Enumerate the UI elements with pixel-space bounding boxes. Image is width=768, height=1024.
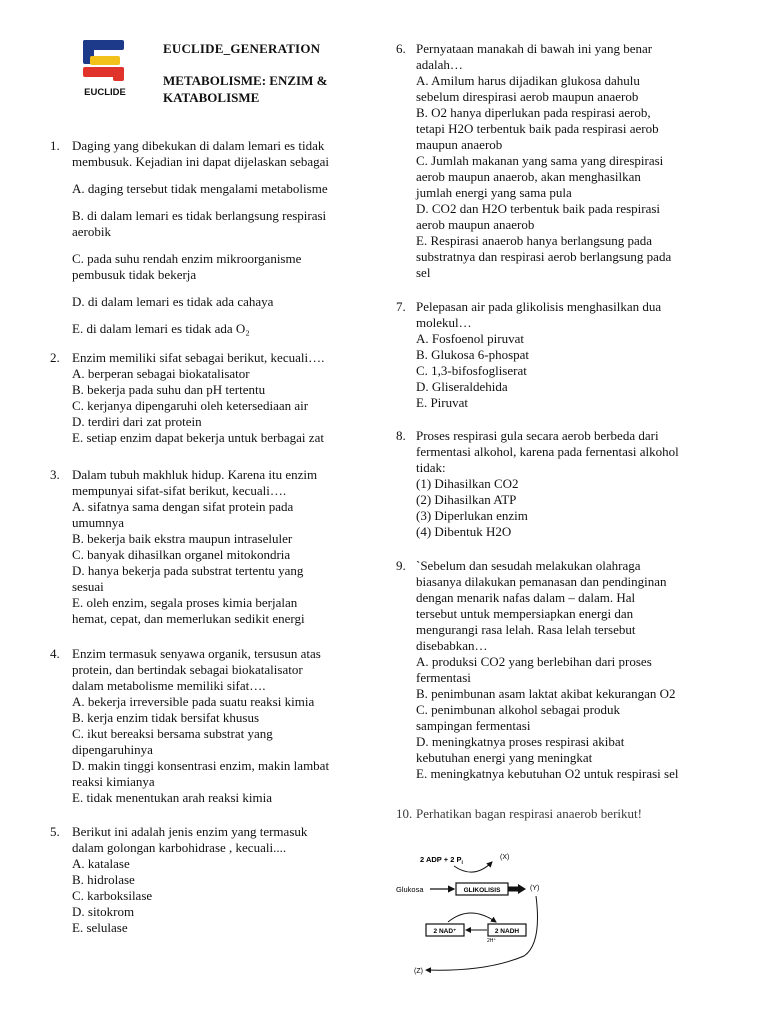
question-line: kebutuhan energi yang meningkat (416, 750, 593, 765)
logo-text: EUCLIDE (84, 87, 126, 98)
answer-option[interactable]: A. katalase (72, 856, 130, 871)
question-line: Perhatikan bagan respirasi anaerob berikut! (416, 806, 642, 821)
answer-option[interactable]: E. meningkatnya kebutuhan O2 untuk respirasi sel (416, 766, 679, 781)
diagram-glikolisis-label: GLIKOLISIS (463, 887, 501, 894)
diagram-x-label: (X) (500, 854, 510, 861)
answer-option[interactable]: C. karboksilase (72, 888, 153, 903)
answer-option[interactable]: C. 1,3-bifosfogliserat (416, 363, 527, 378)
diagram-y-label: (Y) (530, 885, 540, 892)
question-number: 9. (396, 558, 406, 573)
answer-option[interactable]: D. CO2 dan H2O terbentuk baik pada respirasi (416, 201, 661, 216)
question-line: mempunyai sifat-sifat berikut, kecuali…. (72, 483, 287, 498)
question-line: molekul… (416, 315, 472, 330)
answer-option-text: aerobik (72, 224, 111, 239)
question-line: dalam golongan karbohidrase , kecuali.... (72, 840, 287, 855)
question-line: Pelepasan air pada glikolisis menghasilkan dua (416, 299, 662, 314)
answer-option[interactable]: B. O2 hanya diperlukan pada respirasi aerob, (416, 105, 651, 120)
question-line: adalah… (416, 57, 463, 72)
question-number: 3. (50, 467, 60, 482)
answer-option-text: C. pada suhu rendah enzim mikroorganisme (72, 251, 302, 266)
question-line: sampingan fermentasi (416, 718, 531, 733)
answer-option[interactable]: A. Amilum harus dijadikan glukosa dahulu (416, 73, 640, 88)
question-line: Dalam tubuh makhluk hidup. Karena itu enzim (72, 467, 318, 482)
question-line: substratnya dan respirasi aerob berlangsung pada (416, 249, 672, 264)
answer-option[interactable]: B. bekerja baik ekstra maupun intraseluler (72, 531, 293, 546)
question-line: biasanya dilakukan pemanasan dan pendinginan (416, 574, 667, 589)
question-4 (50, 646, 370, 806)
answer-option[interactable]: E. tidak menentukan arah reaksi kimia (72, 790, 272, 805)
answer-option[interactable]: C. Jumlah makanan yang sama yang direspirasi (416, 153, 664, 168)
answer-option[interactable] (72, 181, 370, 197)
question-5 (50, 824, 370, 936)
answer-option[interactable]: (4) Dibentuk H2O (416, 524, 512, 539)
question-2 (50, 350, 370, 446)
answer-option[interactable]: E. Piruvat (416, 395, 468, 410)
diagram-glukosa-label: Glukosa (396, 885, 424, 894)
question-3 (50, 467, 370, 627)
answer-option[interactable]: A. produksi CO2 yang berlebihan dari proses (416, 654, 652, 669)
question-line: Daging yang dibekukan di dalam lemari es tidak (72, 138, 325, 153)
answer-option-text: B. di dalam lemari es tidak berlangsung respirasi (72, 208, 327, 223)
answer-option[interactable]: D. hanya bekerja pada substrat tertentu yang (72, 563, 304, 578)
euclide-logo (80, 40, 130, 98)
brand-title: EUCLIDE_GENERATION (163, 41, 321, 56)
answer-option[interactable]: A. sifatnya sama dengan sifat protein pada (72, 499, 294, 514)
answer-option[interactable]: A. Fosfoenol piruvat (416, 331, 524, 346)
document-title-line2: KATABOLISME (163, 90, 260, 105)
question-line: umumnya (72, 515, 124, 530)
answer-option[interactable] (72, 208, 370, 240)
answer-option[interactable] (72, 294, 370, 310)
diagram-h-label: 2H⁺ (487, 938, 497, 944)
diagram-adp-label: 2 ADP + 2 $P_i$ (420, 855, 463, 866)
question-line: hemat, cepat, dan memerlukan sedikit energi (72, 611, 305, 626)
question-number: 2. (50, 350, 60, 365)
answer-option[interactable]: D. makin tinggi konsentrasi enzim, makin lambat (72, 758, 330, 773)
answer-option[interactable]: B. hidrolase (72, 872, 135, 887)
question-line: protein, dan bertindak sebagai biokatalisator (72, 662, 303, 677)
question-line: sesuai (72, 579, 104, 594)
document-title (163, 72, 327, 106)
answer-option[interactable]: A. bekerja irreversible pada suatu reaksi kimia (72, 694, 315, 709)
question-line: dipengaruhinya (72, 742, 153, 757)
answer-option[interactable]: D. meningkatnya proses respirasi akibat (416, 734, 625, 749)
answer-option-text: pembusuk tidak bekerja (72, 267, 197, 282)
question-number: 4. (50, 646, 60, 661)
question-line: aerob maupun anaerob (416, 217, 535, 232)
answer-option[interactable]: (1) Dihasilkan CO2 (416, 476, 519, 491)
question-line: sebelum direspirasi aerob maupun anaerob (416, 89, 639, 104)
answer-option[interactable]: D. terdiri dari zat protein (72, 414, 202, 429)
question-line: tetapi H2O terbentuk baik pada respirasi aerob (416, 121, 659, 136)
question-8 (396, 428, 736, 540)
question-number: 7. (396, 299, 406, 314)
answer-option[interactable]: D. Gliseraldehida (416, 379, 508, 394)
answer-option[interactable] (72, 251, 370, 283)
question-1 (50, 138, 370, 337)
question-line: tersebut untuk mempersiapkan energi dan (416, 606, 634, 621)
question-line: Proses respirasi gula secara aerob berbeda dari (416, 428, 659, 443)
answer-option[interactable]: E. selulase (72, 920, 128, 935)
answer-option-text: D. di dalam lemari es tidak ada cahaya (72, 294, 274, 309)
question-line: sel (416, 265, 431, 280)
answer-option[interactable]: (3) Diperlukan enzim (416, 508, 528, 523)
question-line: fermentasi alkohol, karena pada fernentasi alkohol (416, 444, 679, 459)
question-line: dalam metabolisme memiliki sifat…. (72, 678, 266, 693)
answer-option[interactable]: (2) Dihasilkan ATP (416, 492, 517, 507)
answer-option[interactable]: E. oleh enzim, segala proses kimia berjalan (72, 595, 298, 610)
question-9 (396, 558, 736, 782)
question-line: Pernyataan manakah di bawah ini yang benar (416, 41, 653, 56)
answer-option[interactable]: B. Glukosa 6-phospat (416, 347, 530, 362)
answer-option[interactable]: E. Respirasi anaerob hanya berlangsung pada (416, 233, 653, 248)
question-line: Berikut ini adalah jenis enzim yang termasuk (72, 824, 308, 839)
diagram-z-label: (Z) (414, 968, 423, 975)
answer-option[interactable]: B. bekerja pada suhu dan pH tertentu (72, 382, 266, 397)
answer-option[interactable]: B. kerja enzim tidak bersifat khusus (72, 710, 260, 725)
diagram-nad-to-nadh-arrow (448, 913, 496, 922)
question-number: 8. (396, 428, 406, 443)
diagram-output-arrowhead (518, 884, 526, 894)
question-7 (396, 299, 736, 411)
answer-option-text: E. di dalam lemari es tidak ada O₂ (72, 321, 250, 336)
question-line: mengurangi rasa lelah. Rasa lelah tersebut (416, 622, 636, 637)
diagram-nadh-label: 2 NADH (494, 928, 520, 935)
question-10 (396, 806, 736, 822)
question-number: 1. (50, 138, 60, 153)
document-title-line1: METABOLISME: ENZIM & (163, 73, 328, 88)
question-6 (396, 41, 736, 281)
answer-option[interactable] (72, 321, 370, 337)
answer-option[interactable]: C. penimbunan alkohol sebagai produk (416, 702, 620, 717)
question-number: 10. (396, 806, 413, 821)
answer-option[interactable]: C. kerjanya dipengaruhi oleh ketersediaan air (72, 398, 309, 413)
answer-option[interactable]: B. penimbunan asam laktat akibat kekurangan O2 (416, 686, 676, 701)
question-line: dengan menarik nafas dalam – dalam. Hal (416, 590, 636, 605)
answer-option[interactable]: D. sitokrom (72, 904, 135, 919)
answer-option[interactable]: C. ikut bereaksi bersama substrat yang (72, 726, 273, 741)
question-line: disebabkan… (416, 638, 488, 653)
question-line: Enzim memiliki sifat sebagai berikut, kecuali…. (72, 350, 325, 365)
question-line: tidak: (416, 460, 446, 475)
answer-option[interactable]: A. berperan sebagai biokatalisator (72, 366, 250, 381)
question-line: `Sebelum dan sesudah melakukan olahraga (416, 558, 641, 573)
question-line: fermentasi (416, 670, 471, 685)
question-line: reaksi kimianya (72, 774, 155, 789)
question-number: 6. (396, 41, 406, 56)
answer-option[interactable]: E. setiap enzim dapat bekerja untuk berbagai zat (72, 430, 324, 445)
diagram-nad-label: 2 NAD⁺ (433, 928, 457, 935)
answer-option-text: A. daging tersebut tidak mengalami metabolisme (72, 181, 328, 196)
question-line: aerob maupun anaerob, akan menghasilkan (416, 169, 641, 184)
answer-option[interactable]: C. banyak dihasilkan organel mitokondria (72, 547, 291, 562)
question-line: jumlah energi yang sama pula (416, 185, 572, 200)
anaerobic-respiration-diagram (396, 848, 556, 976)
question-line: Enzim termasuk senyawa organik, tersusun atas (72, 646, 321, 661)
question-number: 5. (50, 824, 60, 839)
question-line: maupun anaerob (416, 137, 503, 152)
question-line: membusuk. Kejadian ini dapat dijelaskan sebagai (72, 154, 330, 169)
